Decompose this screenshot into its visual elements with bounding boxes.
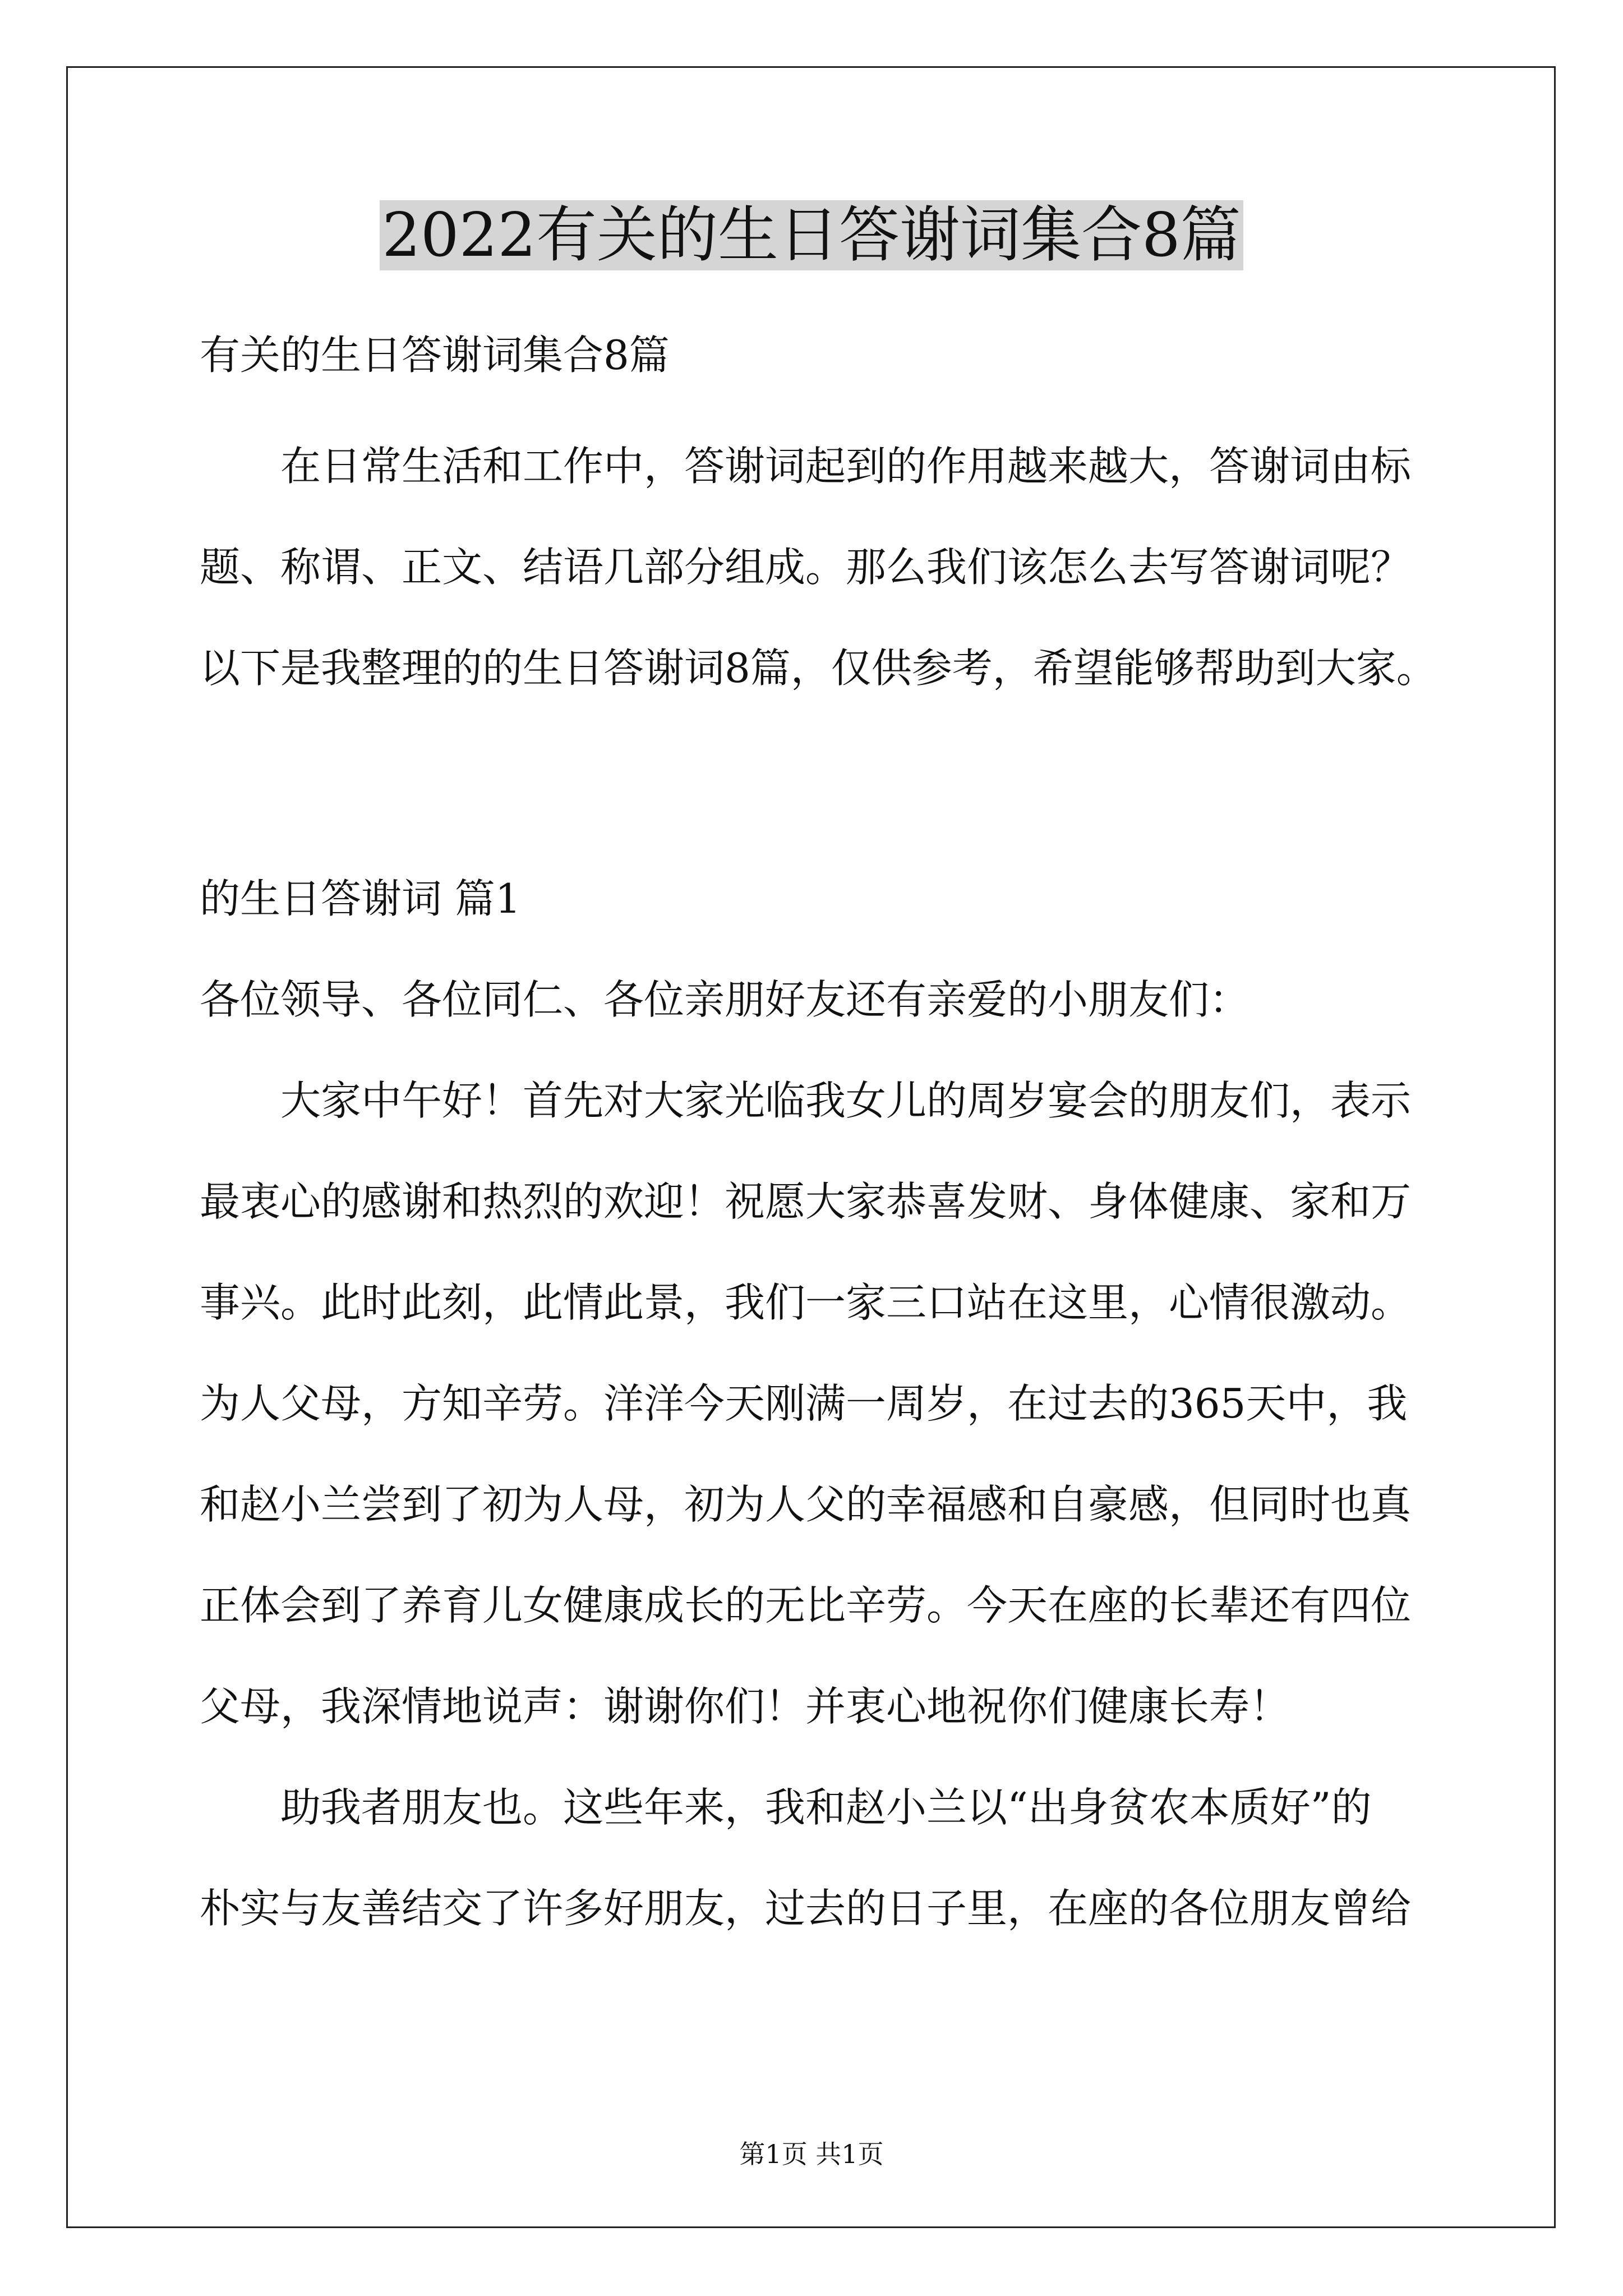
paragraph-line: 最衷心的感谢和热烈的欢迎！祝愿大家恭喜发财、身体健康、家和万 — [200, 1178, 1412, 1225]
paragraph-line: 为人父母，方知辛劳。洋洋今天刚满一周岁，在过去的365天中，我 — [200, 1380, 1408, 1427]
document-subtitle: 有关的生日答谢词集合8篇 — [200, 332, 670, 379]
salutation-line: 各位领导、各位同仁、各位亲朋好友还有亲爱的小朋友们： — [200, 976, 1250, 1023]
paragraph-line: 大家中午好！首先对大家光临我女儿的周岁宴会的朋友们，表示 — [280, 1077, 1412, 1124]
paragraph-line: 和赵小兰尝到了初为人母，初为人父的幸福感和自豪感，但同时也真 — [200, 1481, 1412, 1528]
document-title — [0, 197, 1623, 274]
paragraph-line: 以下是我整理的的生日答谢词8篇，仅供参考，希望能够帮助到大家。 — [200, 645, 1437, 692]
paragraph-line: 题、称谓、正文、结语几部分组成。那么我们该怎么去写答谢词呢？ — [200, 544, 1412, 591]
paragraph-line: 父母，我深情地说声：谢谢你们！并衷心地祝你们健康长寿！ — [200, 1683, 1290, 1730]
paragraph-line: 朴实与友善结交了许多好朋友，过去的日子里，在座的各位朋友曾给 — [200, 1885, 1412, 1932]
paragraph-line: 正体会到了养育儿女健康成长的无比辛劳。今天在座的长辈还有四位 — [200, 1582, 1412, 1629]
section-heading: 的生日答谢词 篇1 — [200, 875, 521, 922]
paragraph-line: 事兴。此时此刻，此情此景，我们一家三口站在这里，心情很激动。 — [200, 1279, 1412, 1326]
page-footer: 第1页 共1页 — [739, 2139, 884, 2169]
paragraph-line: 助我者朋友也。这些年来，我和赵小兰以“出身贫农本质好”的 — [280, 1784, 1372, 1831]
paragraph-line: 在日常生活和工作中，答谢词起到的作用越来越大，答谢词由标 — [280, 443, 1412, 490]
document-title-text: 2022有关的生日答谢词集合8篇 — [380, 200, 1243, 270]
